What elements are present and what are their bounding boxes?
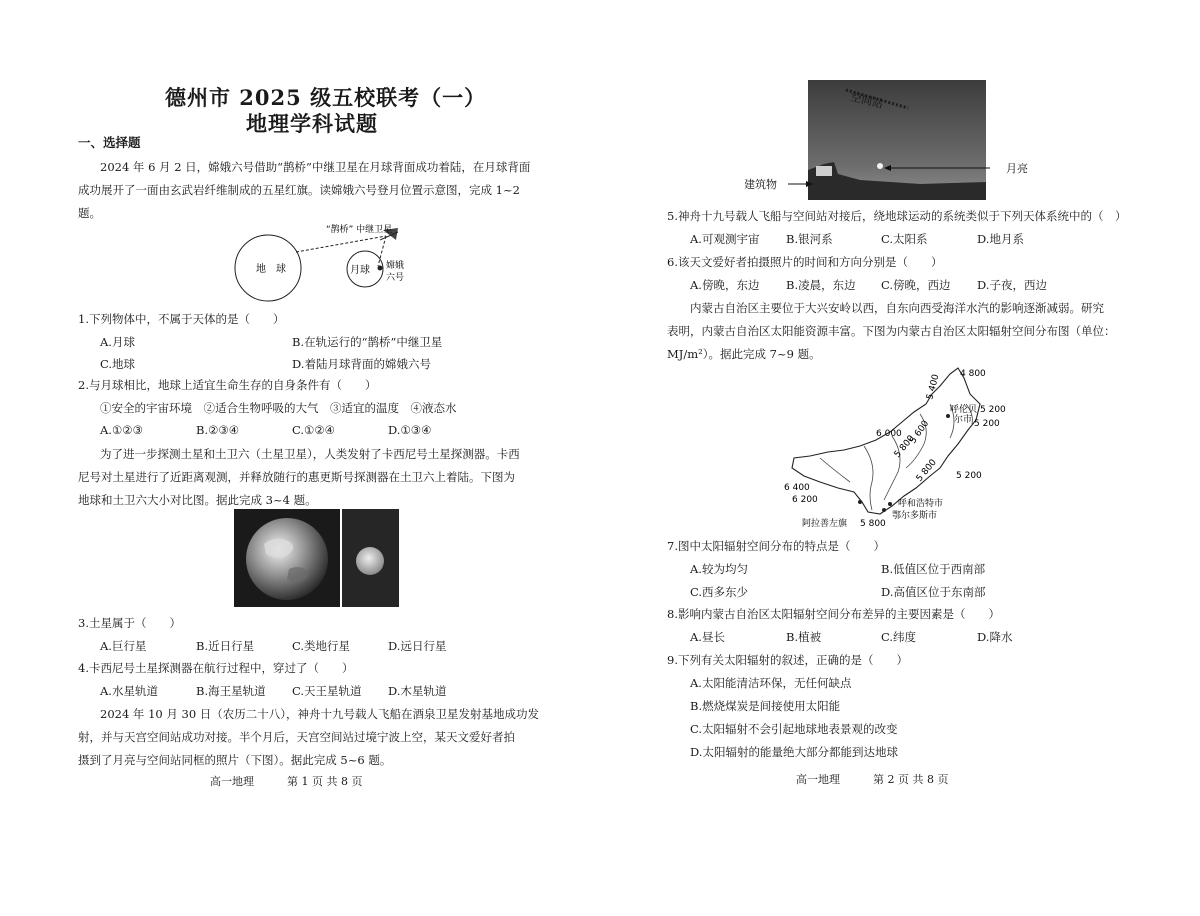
isoline-6000 xyxy=(864,446,873,510)
ordos-label: 鄂尔多斯市 xyxy=(892,511,938,521)
alxa-marker xyxy=(858,500,862,504)
q4-option-d: D.木星轨道 xyxy=(388,684,447,698)
hohhot-marker xyxy=(888,502,892,506)
station-trail-label: 空间站 xyxy=(849,90,885,111)
q2-option-c: C.①②④ xyxy=(292,423,335,437)
q7-stem: 7.图中太阳辐射空间分布的特点是（ ） xyxy=(667,539,885,553)
q6-option-d: D.子夜，西边 xyxy=(977,278,1047,292)
q5-stem: 5.神舟十九号载人飞船与空间站对接后，绕地球运动的系统类似于下列天体系统中的（ ） xyxy=(667,209,1127,223)
moon-label: 月球 xyxy=(350,265,370,276)
q1-option-a: A.月球 xyxy=(100,335,135,349)
hohhot-label: 呼和浩特市 xyxy=(898,499,944,509)
ordos-marker xyxy=(882,508,886,512)
q1-stem: 1.下列物体中，不属于天体的是（ ） xyxy=(78,312,285,326)
titan-photo-disc xyxy=(356,547,384,575)
q4-stem: 4.卡西尼号土星探测器在航行过程中，穿过了（ ） xyxy=(78,661,354,675)
q2-option-d: D.①③④ xyxy=(388,423,432,437)
q6-option-a: A.傍晚，东边 xyxy=(690,278,760,292)
lander-label-2: 六号 xyxy=(386,273,405,283)
isoline-6200 xyxy=(820,458,850,482)
q2-stem: 2.与月球相比，地球上适宜生命生存的自身条件有（ ） xyxy=(78,378,377,392)
intro1-line1: 2024 年 6 月 2 日，嫦娥六号借助“鹊桥”中继卫星在月球背面成功着陆，在月球背面 xyxy=(100,160,531,174)
contour-6200: 6 200 xyxy=(792,495,818,505)
q4-option-b: B.海王星轨道 xyxy=(196,684,266,698)
moon-station-photo xyxy=(740,78,1050,204)
q7-option-c: C.西多东少 xyxy=(690,585,749,599)
intro1-line2: 成功展开了一面由玄武岩纤维制成的五星红旗。读嫦娥六号登月位置示意图，完成 1~2 xyxy=(78,183,520,197)
q6-option-b: B.凌晨，东边 xyxy=(786,278,856,292)
intro2-line1: 为了进一步探测土星和土卫六（土星卫星），人类发射了卡西尼号土星探测器。卡西 xyxy=(100,447,520,461)
q6-stem: 6.该天文爱好者拍摄照片的时间和方向分别是（ ） xyxy=(667,255,943,269)
q3-option-d: D.远日行星 xyxy=(388,639,447,653)
q3-option-b: B.近日行星 xyxy=(196,639,255,653)
alxa-label: 阿拉善左旗 xyxy=(802,519,848,529)
intro4-line3: MJ/m²）。据此完成 7~9 题。 xyxy=(667,347,821,361)
intro2-line2: 尼号对土星进行了近距离观测，并释放随行的惠更斯号探测器在土卫六上着陆。下图为 xyxy=(78,470,515,484)
q7-option-d: D.高值区位于东南部 xyxy=(881,585,986,599)
q9-stem: 9.下列有关太阳辐射的叙述，正确的是（ ） xyxy=(667,653,908,667)
contour-5400: 5 400 xyxy=(925,373,942,401)
contour-5800-a: 5 800 xyxy=(892,433,917,460)
contour-5200-c: 5 200 xyxy=(956,471,982,481)
q2-items: ①安全的宇宙环境 ②适合生物呼吸的大气 ③适宜的温度 ④液态水 xyxy=(100,401,457,415)
page1-footer: 高一地理 第 1 页 共 8 页 xyxy=(210,775,363,788)
contour-6400: 6 400 xyxy=(784,483,810,493)
moon-dot xyxy=(877,163,883,169)
q5-option-b: B.银河系 xyxy=(786,232,833,246)
q1-option-d: D.着陆月球背面的嫦娥六号 xyxy=(292,357,431,371)
building-label: 建筑物 xyxy=(744,178,777,191)
q1-option-c: C.地球 xyxy=(100,357,136,371)
lunar-landing-diagram xyxy=(228,222,418,302)
q4-option-a: A.水星轨道 xyxy=(100,684,158,698)
relay-label: “鹊桥” 中继卫星 xyxy=(326,225,393,235)
hulunbuir-label-1: 呼伦贝 xyxy=(950,405,978,415)
contour-5800-b: 5 800 xyxy=(914,457,939,484)
q9-option-a: A.太阳能清洁环保，无任何缺点 xyxy=(690,676,852,690)
q3-option-a: A.巨行星 xyxy=(100,639,147,653)
q5-option-a: A.可观测宇宙 xyxy=(690,232,760,246)
earth-label: 地 球 xyxy=(256,264,286,275)
contour-5200-b: 5 200 xyxy=(974,419,1000,429)
q9-option-b: B.燃烧煤炭是间接使用太阳能 xyxy=(690,699,841,713)
earth-titan-photo xyxy=(234,509,399,607)
q8-option-c: C.纬度 xyxy=(881,630,917,644)
intro3-line1: 2024 年 10 月 30 日（农历二十八），神舟十九号载人飞船在酒泉卫星发射基地成功发 xyxy=(100,707,540,721)
relay-lander-link xyxy=(378,236,386,266)
q2-option-a: A.①②③ xyxy=(100,423,143,437)
q5-option-d: D.地月系 xyxy=(977,232,1024,246)
hulunbuir-label-2: 尔市 xyxy=(954,415,973,425)
q8-option-d: D.降水 xyxy=(977,630,1013,644)
inner-mongolia-radiation-map xyxy=(780,364,1010,532)
earth-relay-link xyxy=(296,236,386,252)
intro1-line3: 题。 xyxy=(78,206,101,220)
intro3-line2: 射，并与天宫空间站成功对接。半个月后，天宫空间站过境宁波上空，某天文爱好者拍 xyxy=(78,730,515,744)
section-heading: 一、选择题 xyxy=(78,135,141,150)
q7-option-b: B.低值区位于西南部 xyxy=(881,562,986,576)
q4-option-c: C.天王星轨道 xyxy=(292,684,362,698)
exam-subtitle: 地理学科试题 xyxy=(246,111,378,136)
contour-6000: 6 000 xyxy=(876,429,902,439)
earth-photo-disc xyxy=(246,518,328,600)
q7-option-a: A.较为均匀 xyxy=(690,562,748,576)
intro4-line1: 内蒙古自治区主要位于大兴安岭以西，自东向西受海洋水汽的影响逐渐减弱。研究 xyxy=(690,301,1104,315)
q9-option-c: C.太阳辐射不会引起地球地表景观的改变 xyxy=(690,722,898,736)
contour-5600: 5 600 xyxy=(908,418,932,446)
lander-label-1: 嫦娥 xyxy=(386,261,405,271)
q6-option-c: C.傍晚，西边 xyxy=(881,278,951,292)
contour-5200-a: 5 200 xyxy=(980,405,1006,415)
page2-footer: 高一地理 第 2 页 共 8 页 xyxy=(796,773,949,786)
q2-option-b: B.②③④ xyxy=(196,423,240,437)
contour-5800-c: 5 800 xyxy=(860,519,886,529)
q9-option-d: D.太阳辐射的能量绝大部分都能到达地球 xyxy=(690,745,898,759)
moon-label: 月亮 xyxy=(1006,162,1028,175)
q3-option-c: C.类地行星 xyxy=(292,639,351,653)
contour-4800: 4 800 xyxy=(960,369,986,379)
q1-option-b: B.在轨运行的“鹊桥”中继卫星 xyxy=(292,335,443,349)
q8-stem: 8.影响内蒙古自治区太阳辐射空间分布差异的主要因素是（ ） xyxy=(667,607,1000,621)
isoline-5800 xyxy=(884,436,900,500)
intro3-line3: 摄到了月亮与空间站同框的照片（下图）。据此完成 5~6 题。 xyxy=(78,753,392,767)
region-outline xyxy=(792,368,980,514)
intro4-line2: 表明，内蒙古自治区太阳能资源丰富。下图为内蒙古自治区太阳辐射空间分布图（单位： xyxy=(667,324,1116,338)
intro2-line3: 地球和土卫六大小对比图。据此完成 3~4 题。 xyxy=(78,493,317,507)
lander-marker-icon xyxy=(378,266,383,271)
q8-option-a: A.昼长 xyxy=(690,630,725,644)
q5-option-c: C.太阳系 xyxy=(881,232,928,246)
exam-title: 德州市 2025 级五校联考（一） xyxy=(165,85,487,110)
q8-option-b: B.植被 xyxy=(786,630,822,644)
q3-stem: 3.土星属于（ ） xyxy=(78,616,181,630)
